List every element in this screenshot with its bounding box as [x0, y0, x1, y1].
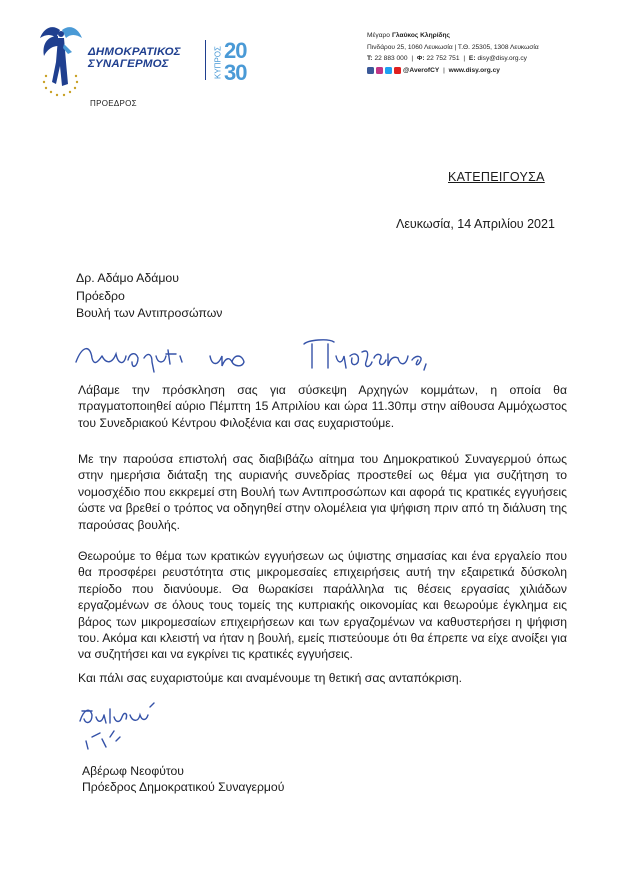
winged-victory-logo [38, 22, 84, 98]
fax-number: 22 752 751 [426, 55, 460, 63]
building-line [367, 30, 539, 42]
paragraph-request: Με την παρούσα επιστολή σας διαβιβάζω αίτημα του Δημοκρατικού Συναγερμού όπως στην ημερήσια διάταξη της αυριανής συνεδρίας προστεθεί ως θέμα για συζήτηση το νομοσχέδιο που εκκρεμεί στη Βουλή των Αντιπροσώπων και αφορά τις κρατικές εγγυήσεις ώστε να βρεθεί ο τρόπος να οδηγηθεί στην ολομέλεια για ψήφιση πριν από τη διάλυση της παρούσας βουλής. [78, 452, 567, 532]
contact-block [367, 30, 539, 76]
letterhead-divider [205, 40, 206, 80]
kypros-label: ΚΥΠΡΟΣ [213, 46, 223, 79]
year-top: 20 [224, 38, 247, 63]
recipient-institution: Βουλή των Αντιπροσώπων [76, 306, 223, 320]
signatory-block [82, 763, 284, 796]
phone-number: 22 883 000 [374, 55, 408, 63]
paragraph-guarantees: Θεωρούμε το θέμα των κρατικών εγγυήσεων ως ύψιστης σημασίας και ένα εργαλείο που θα προσφέρει ρευστότητα στις μικρομεσαίες επιχειρήσεις αυτή την εξαιρετικά δύσκολη περίοδο που διανύουμε. Θα θωρακίσει παράλληλα τις θέσεις εργασίας χιλιάδων εργαζομένων σε όλους τους τομείς της κυπριακής οικονομίας και θεωρούμε έγκλημα εις βάρος των μικρομεσαίων επιχειρήσεων και των εργαζομένων να καθυστερήσει η ψήφιση του. Ακόμα και κλειστή να ήταν η βουλή, εμείς πιστεύουμε ότι θα έπρεπε να είχε ανοίξει για να συζητήσει και να εγκρίνει τις κρατικές εγγυήσεις. [78, 549, 567, 662]
instagram-icon [376, 67, 383, 74]
office-label: ΠΡΟΕΔΡΟΣ [90, 99, 137, 108]
party-name-line2: ΣΥΝΑΓΕΡΜΟΣ [88, 58, 169, 70]
recipient-title: Πρόεδρο [76, 288, 125, 303]
urgency-label: ΚΑΤΕΠΕΙΓΟΥΣΑ [448, 170, 545, 184]
website-link: www.disy.org.cy [448, 66, 500, 74]
recipient-name: Δρ. Αδάμο Αδάμου [76, 271, 179, 285]
handwritten-signature [76, 697, 168, 755]
handwritten-greeting-text: Αγαπητέ μου Πρόεδρε, [72, 332, 83, 333]
building-prefix: Μέγαρο [367, 32, 390, 39]
recipient-block [76, 270, 222, 323]
paragraph-closing: Και πάλι σας ευχαριστούμε και αναμένουμε τη θετική σας ανταπόκριση. [78, 671, 463, 685]
kypros-2030-label [212, 40, 223, 80]
year-bottom: 30 [224, 60, 247, 82]
handwritten-closing-text: Φιλικά [76, 697, 79, 698]
phone-fax-email-line: Τ: 22 883 000 | Φ: 22 752 751 | Ε: disy@disy.org.cy [367, 53, 539, 65]
email-address: disy@disy.org.cy [477, 55, 527, 63]
paragraph-invitation: Λάβαμε την πρόσκληση σας για σύσκεψη Αρχηγών κομμάτων, η οποία θα πραγματοποιηθεί αύριο Πέμπτη 15 Απριλίου και ώρα 11.30πμ στην αίθουσα Αμμόχωστος του Συνεδριακού Κέντρου Φιλοξένια και σας ευχαριστούμε. [78, 383, 567, 430]
letter-date: Λευκωσία, 14 Απριλίου 2021 [396, 217, 555, 231]
youtube-icon [394, 67, 401, 74]
signatory-title: Πρόεδρος Δημοκρατικού Συναγερμού [82, 780, 285, 795]
facebook-icon [367, 67, 374, 74]
party-name [88, 46, 181, 70]
handwritten-greeting [72, 332, 442, 376]
twitter-icon [385, 67, 392, 74]
kypros-2030-logo [224, 38, 266, 82]
party-name-line1: ΔΗΜΟΚΡΑΤΙΚΟΣ [88, 46, 181, 58]
postal-address: Πινδάρου 25, 1060 Λευκωσία | Τ.Θ. 25305, 1308 Λευκωσία [367, 43, 539, 51]
social-handle: @AverofCY [403, 66, 440, 74]
building-name: Γλαύκος Κληρίδης [391, 32, 450, 39]
signatory-name: Αβέρωφ Νεοφύτου [82, 764, 184, 778]
social-line: @AverofCY | www.disy.org.cy [367, 65, 539, 77]
